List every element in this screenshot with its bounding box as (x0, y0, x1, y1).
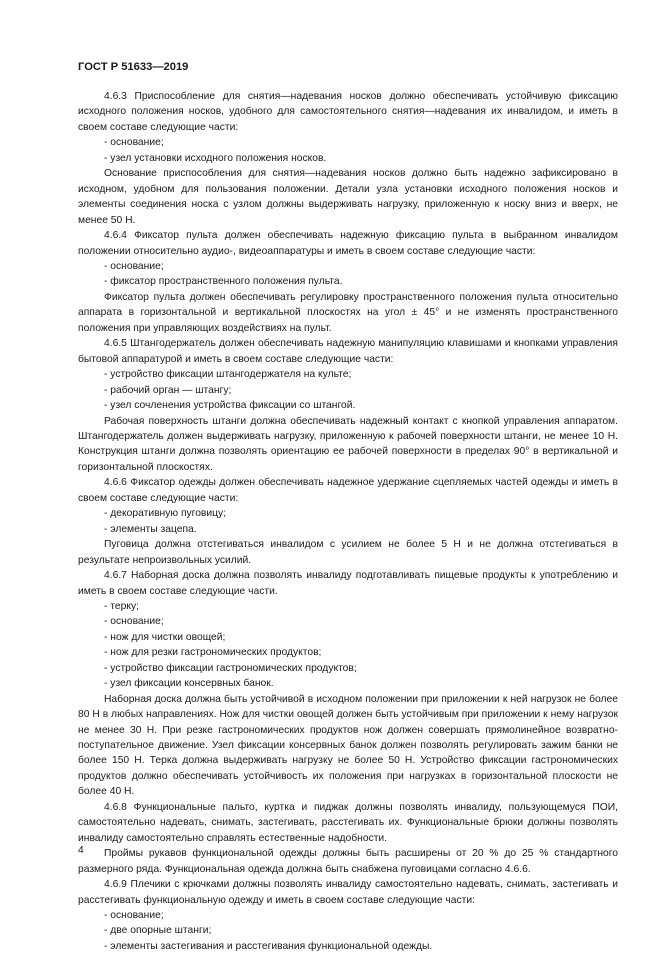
list-item: - основание; (104, 137, 164, 149)
paragraph: 4.6.9 Плечики с крючками должны позволять инвалиду самостоятельно надевать, снимать, застегивать и расстегивать функциональную одежду и иметь в своем составе следующие части: (78, 879, 618, 906)
list-item: - элементы зацепа. (104, 523, 197, 535)
page-number: 4 (78, 845, 84, 856)
list-item: - основание; (104, 910, 164, 922)
document-body (78, 89, 618, 954)
paragraph: 4.6.5 Штангодержатель должен обеспечивать надежную манипуляцию клавишами и кнопками управления бытовой аппаратурой и иметь в своем составе следующие части: (78, 338, 618, 365)
document-header: ГОСТ Р 51633—2019 (78, 61, 189, 73)
list-item: - нож для резки гастрономических продуктов; (104, 647, 322, 659)
paragraph: 4.6.4 Фиксатор пульта должен обеспечивать надежную фиксацию пульта в выбранном инвалидом положении относительно аудио-, видеоаппаратуры и иметь в своем составе следующие части: (78, 230, 618, 257)
paragraph: Основание приспособления для снятия—надевания носков должно быть надежно зафиксировано в исходном, удобном для пользования положении. Детали узла установки исходного положения носков и элементы соединения носка с узлом должны выдерживать нагрузку, приложенную к носку вниз и вверх, не менее 50 Н. (78, 168, 618, 226)
paragraph: 4.6.7 Наборная доска должна позволять инвалиду подготавливать пищевые продукты к употреблению и иметь в своем составе следующие части. (78, 570, 618, 597)
paragraph: Рабочая поверхность штанги должна обеспечивать надежный контакт с кнопкой управления аппаратом. Штангодержатель должен выдерживать нагрузку, приложенную к рабочей поверхности штанги, не менее 10 Н. Конструкция штанги должна позволять ориентацию ее рабочей поверхности в пределах 90° в вертикальной и горизонтальной плоскостях. (78, 415, 618, 473)
list-item: - рабочий орган — штангу; (104, 384, 232, 396)
list-item: - терку; (104, 600, 139, 612)
list-item: - устройство фиксации штангодержателя на культе; (104, 369, 352, 381)
list-item: - две опорные штанги; (104, 925, 212, 937)
list-item: - нож для чистки овощей; (104, 631, 226, 643)
list-item: - декоративную пуговицу; (104, 508, 227, 520)
paragraph: Фиксатор пульта должен обеспечивать регулировку пространственного положения пульта относительно аппарата в горизонтальной и вертикальной плоскостях на угол ± 45° и не изменять пространственного положения при управляющих воздействиях на пульт. (78, 291, 618, 334)
paragraph: Проймы рукавов функциональной одежды должны быть расширены от 20 % до 25 % стандартного размерного ряда. Функциональная одежда должна быть снабжена пуговицами согласно 4.6.6. (78, 848, 618, 875)
list-item: - узел фиксации консервных банок. (104, 678, 274, 690)
list-item: - устройство фиксации гастрономических продуктов; (104, 662, 357, 674)
list-item: - узел сочленения устройства фиксации со штангой. (104, 400, 356, 412)
list-item: - элементы застегивания и расстегивания функциональной одежды. (104, 940, 433, 952)
paragraph: 4.6.3 Приспособление для снятия—надевания носков должно обеспечивать устойчивую фиксацию исходного положения носков, удобного для самостоятельного снятия—надевания их инвалидом, и иметь в своем составе следующие части: (78, 91, 618, 133)
list-item: - основание; (104, 616, 164, 628)
list-item: - фиксатор пространственного положения пульта. (104, 276, 343, 288)
paragraph: Наборная доска должна быть устойчивой в исходном положении при приложении к ней нагрузок не более 80 Н в любых направлениях. Нож для чистки овощей должен быть устойчивым при приложении к нему нагрузок не менее 30 Н. При резке гастрономических продуктов нож должен совершать прямолинейное возвратно-поступательное движение. Узел фиксации консервных банок должен позволять регулировать зажим банки не более 150 Н. Терка должна выдерживать нагрузку не более 50 Н. Устройство фиксации гастрономических продуктов должно обеспечивать устойчивость их положения при нагрузках в горизонтальной плоскости не более 40 Н. (78, 693, 618, 798)
paragraph: Пуговица должна отстегиваться инвалидом с усилием не более 5 Н и не должна отстегиваться в результате непроизвольных усилий. (78, 539, 618, 566)
paragraph: 4.6.6 Фиксатор одежды должен обеспечивать надежное удержание сцепляемых частей одежды и иметь в своем составе следующие части: (78, 477, 618, 504)
list-item: - узел установки исходного положения носков. (104, 152, 327, 164)
paragraph: 4.6.8 Функциональные пальто, куртка и пиджак должны позволять инвалиду, пользующемуся ПОИ, самостоятельно надевать, снимать, застегивать, расстегивать их. Функциональные брюки должны позволять инвалиду самостоятельно справлять естественные надобности. (78, 801, 618, 844)
list-item: - основание; (104, 260, 164, 272)
